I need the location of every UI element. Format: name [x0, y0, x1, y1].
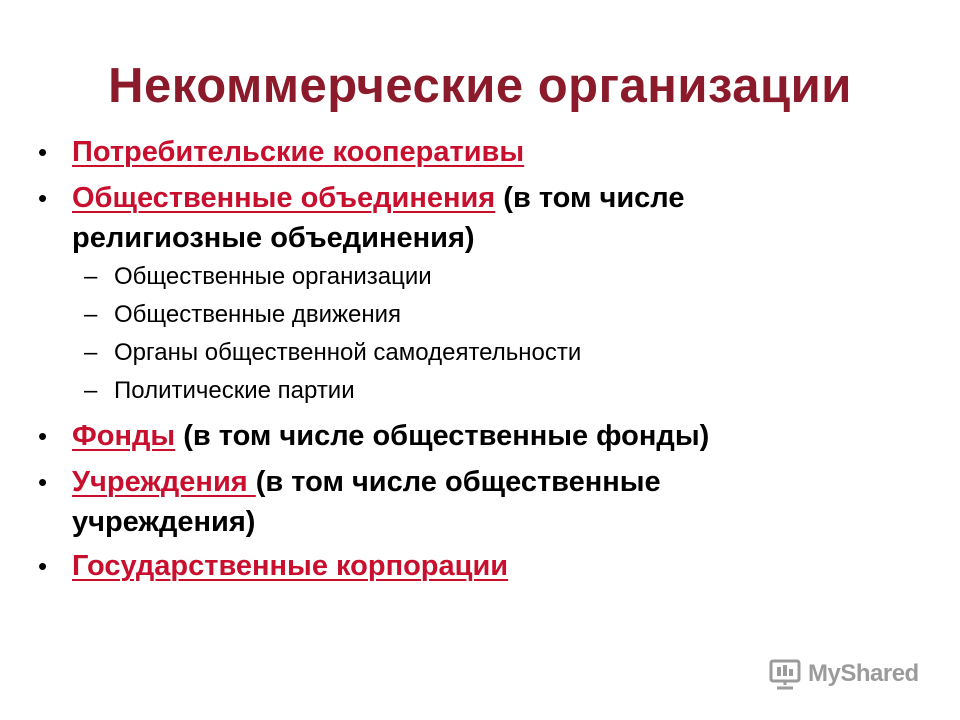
bullet-item — [38, 132, 792, 172]
sub-bullet-text: Органы общественной самодеятельности — [114, 339, 582, 366]
watermark-text: MyShared — [808, 660, 919, 687]
dash-marker: – — [84, 263, 98, 290]
sub-bullet-text: Политические партии — [114, 377, 355, 404]
dash-marker: – — [84, 339, 98, 366]
link-consumer-cooperatives[interactable]: Потребительские кооперативы — [72, 136, 525, 168]
bullet-item — [38, 178, 792, 258]
dash-marker: – — [84, 301, 98, 328]
bullet-marker: • — [38, 183, 48, 213]
bullet-marker: • — [38, 467, 48, 497]
bullet-item — [38, 546, 792, 586]
presentation-board-icon — [768, 657, 802, 691]
sub-bullet-text: Общественные движения — [114, 301, 402, 328]
dash-marker: – — [84, 377, 98, 404]
link-foundations[interactable]: Фонды — [72, 420, 176, 452]
bullet-item — [38, 416, 792, 456]
bullet-marker: • — [38, 551, 48, 581]
bullet-marker: • — [38, 137, 48, 167]
link-public-associations[interactable]: Общественные объединения — [72, 182, 496, 214]
sub-bullet-item — [84, 376, 814, 406]
bullet-item-text: (в том числе — [495, 182, 685, 214]
bullet-item-text: (в том числе общественные — [255, 466, 661, 498]
slide-title: Некоммерческие организации — [108, 59, 852, 113]
bullet-item-text-continued: учреждения) — [72, 506, 256, 538]
bullet-marker: • — [38, 421, 48, 451]
link-state-corporations[interactable]: Государственные корпорации — [72, 550, 509, 582]
bullet-item-text: (в том числе общественные фонды) — [175, 420, 710, 452]
link-institutions[interactable]: Учреждения — [72, 466, 256, 498]
sub-bullet-text: Общественные организации — [114, 263, 432, 290]
bullet-item-text-continued: религиозные объединения) — [72, 222, 475, 254]
watermark — [768, 654, 919, 694]
sub-bullet-item — [84, 262, 814, 292]
sub-bullet-item — [84, 300, 814, 330]
bullet-item — [38, 462, 792, 542]
sub-bullet-item — [84, 338, 814, 368]
